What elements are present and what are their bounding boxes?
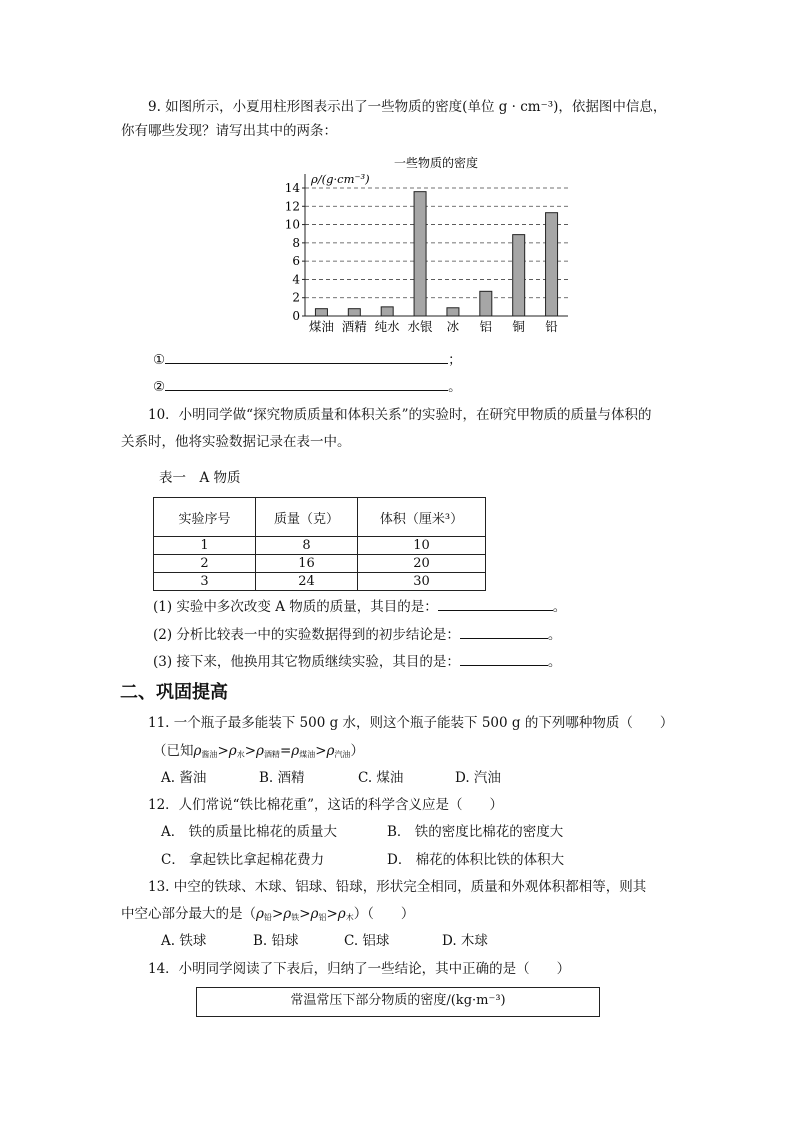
density-table-title: 常温常压下部分物质的密度/(kg·m⁻³) <box>196 987 600 1017</box>
q13-line2-end: ）（ ） <box>353 906 415 922</box>
subscript: 汽油 <box>334 750 351 759</box>
q13-line2-text: 中空心部分最大的是（ <box>121 906 256 922</box>
table-cell: 30 <box>358 573 486 591</box>
table1-header: 体积（厘米³） <box>358 498 486 537</box>
table1-header: 质量（克） <box>256 498 358 537</box>
q13-option-c[interactable]: C. 铝球 <box>344 933 390 949</box>
q11-option-a[interactable]: A. 酱油 <box>161 770 207 786</box>
chart-ylabel: ρ/(g·cm⁻³) <box>311 172 370 186</box>
y-tick-label: 14 <box>284 181 300 195</box>
bar <box>381 307 393 316</box>
table-row <box>154 573 486 591</box>
bar <box>447 308 459 316</box>
subscript: 铅 <box>263 913 272 922</box>
gt-sign: > <box>244 743 256 759</box>
q10-blank-1[interactable] <box>438 596 553 611</box>
density-bar-chart <box>280 150 590 340</box>
rho-symbol: ρ <box>256 906 264 922</box>
subscript: 水 <box>236 750 245 759</box>
table-cell: 20 <box>358 555 486 573</box>
x-tick-label: 煤油 <box>308 319 334 334</box>
q10-sub1-end: 。 <box>552 599 567 615</box>
q12-line1: 12．人们常说“铁比棉花重”，这话的科学含义应是（ ） <box>148 797 503 813</box>
q11-hint <box>153 741 364 765</box>
table-cell: 1 <box>154 537 256 555</box>
q11-line1: 11. 一个瓶子最多能装下 500 g 水，则这个瓶子能装下 500 g 的下列哪种物质（ ） <box>148 715 674 731</box>
q11-option-c[interactable]: C. 煤油 <box>358 770 404 786</box>
table-cell: 2 <box>154 555 256 573</box>
rho-symbol: ρ <box>337 906 346 922</box>
x-tick-label: 冰 <box>446 319 460 334</box>
rho-symbol: ρ <box>291 743 300 759</box>
hint-open: （已知 <box>153 743 194 759</box>
table-cell: 3 <box>154 573 256 591</box>
q13-option-a[interactable]: A. 铁球 <box>161 933 207 949</box>
gt-sign: > <box>217 743 229 759</box>
bar <box>546 213 558 316</box>
subscript: 铁 <box>291 913 300 922</box>
hint-close: ） <box>350 743 364 759</box>
x-tick-label: 酒精 <box>341 319 367 334</box>
q10-blank-2[interactable] <box>460 624 548 639</box>
table1-caption: 表一 A 物质 <box>159 470 241 486</box>
q12-option-b[interactable]: B． 铁的密度比棉花的密度大 <box>387 824 564 840</box>
q12-option-c[interactable]: C． 拿起铁比拿起棉花费力 <box>161 852 325 868</box>
q10-sub2-end: 。 <box>547 627 562 643</box>
q9-answer-1 <box>153 349 462 370</box>
answer-end-2: 。 <box>448 379 462 395</box>
subscript: 铝 <box>318 913 327 922</box>
q13-option-d[interactable]: D. 木球 <box>442 933 488 949</box>
y-tick-label: 4 <box>292 272 300 287</box>
table-cell: 24 <box>256 573 358 591</box>
answer-marker-2: ② <box>153 379 166 395</box>
table-cell: 10 <box>358 537 486 555</box>
subscript: 酒精 <box>263 750 280 759</box>
chart-title: 一些物质的密度 <box>393 156 479 170</box>
bar <box>348 309 360 316</box>
q10-sub3-text: (3) 接下来，他换用其它物质继续实验，其目的是： <box>153 654 460 670</box>
q10-sub3-end: 。 <box>547 654 562 670</box>
q11-option-b[interactable]: B. 酒精 <box>259 770 305 786</box>
rho-symbol: ρ <box>283 906 292 922</box>
section-title: 二、巩固提高 <box>120 682 228 703</box>
bar <box>414 192 426 316</box>
q10-sub1 <box>153 596 566 617</box>
q10-line1: 10．小明同学做“探究物质质量和体积关系”的实验时，在研究甲物质的质量与体积的 <box>148 407 652 423</box>
gt-sign: > <box>271 906 284 922</box>
bar <box>513 235 525 316</box>
bar <box>315 309 327 316</box>
y-tick-label: 12 <box>284 199 300 214</box>
q12-option-a[interactable]: A． 铁的质量比棉花的质量大 <box>161 824 338 840</box>
x-tick-label: 铝 <box>479 319 493 334</box>
table1-header: 实验序号 <box>154 498 256 537</box>
q9-line2: 你有哪些发现？请写出其中的两条： <box>121 123 337 139</box>
q10-line2: 关系时，他将实验数据记录在表一中。 <box>121 434 351 450</box>
rho-symbol: ρ <box>310 906 319 922</box>
q11-option-d[interactable]: D. 汽油 <box>455 770 501 786</box>
rho-symbol: ρ <box>193 743 202 759</box>
q13-option-b[interactable]: B. 铅球 <box>253 933 299 949</box>
answer-blank-1[interactable] <box>165 349 448 364</box>
x-tick-label: 铅 <box>545 319 558 334</box>
gt-sign: > <box>326 906 338 922</box>
table1 <box>153 497 486 591</box>
bar <box>480 291 492 316</box>
subscript: 酱油 <box>201 750 218 759</box>
q10-sub2 <box>153 624 561 645</box>
y-tick-label: 8 <box>292 235 300 250</box>
q10-sub3 <box>153 651 561 672</box>
answer-marker-1: ① <box>153 352 166 368</box>
x-tick-label: 纯水 <box>374 319 400 334</box>
y-tick-label: 2 <box>292 290 300 305</box>
subscript: 煤油 <box>299 750 316 759</box>
y-tick-label: 10 <box>284 217 300 232</box>
q9-answer-2 <box>153 376 462 397</box>
table1-header-row <box>154 498 486 537</box>
q10-sub2-text: (2) 分析比较表一中的实验数据得到的初步结论是： <box>153 627 460 643</box>
subscript: 木 <box>345 913 354 922</box>
table-row <box>154 537 486 555</box>
answer-blank-2[interactable] <box>165 376 448 391</box>
answer-end-1: ； <box>448 352 462 368</box>
q9-line1: 9. 如图所示，小夏用柱形图表示出了一些物质的密度(单位 g · cm⁻³)，依据图中信息， <box>148 99 667 115</box>
q14-line1: 14．小明同学阅读了下表后，归纳了一些结论，其中正确的是（ ） <box>148 961 571 977</box>
q13-line1: 13. 中空的铁球、木球、铝球、铅球，形状完全相同，质量和外观体积都相等，则其 <box>148 879 647 895</box>
q10-blank-3[interactable] <box>460 651 548 666</box>
rho-symbol: ρ <box>228 743 237 759</box>
eq-sign: = <box>279 743 292 759</box>
y-tick-label: 6 <box>292 254 300 269</box>
gt-sign: > <box>315 743 327 759</box>
x-tick-label: 铜 <box>512 319 525 334</box>
q13-line2 <box>121 904 414 928</box>
rho-symbol: ρ <box>256 743 264 759</box>
x-tick-label: 水银 <box>407 319 433 334</box>
q12-option-d[interactable]: D． 棉花的体积比铁的体积大 <box>387 852 565 868</box>
table-cell: 8 <box>256 537 358 555</box>
table-row <box>154 555 486 573</box>
rho-symbol: ρ <box>326 743 335 759</box>
table-cell: 16 <box>256 555 358 573</box>
y-tick-label: 0 <box>292 309 300 323</box>
gt-sign: > <box>299 906 311 922</box>
q10-sub1-text: (1) 实验中多次改变 A 物质的质量，其目的是： <box>153 599 438 615</box>
